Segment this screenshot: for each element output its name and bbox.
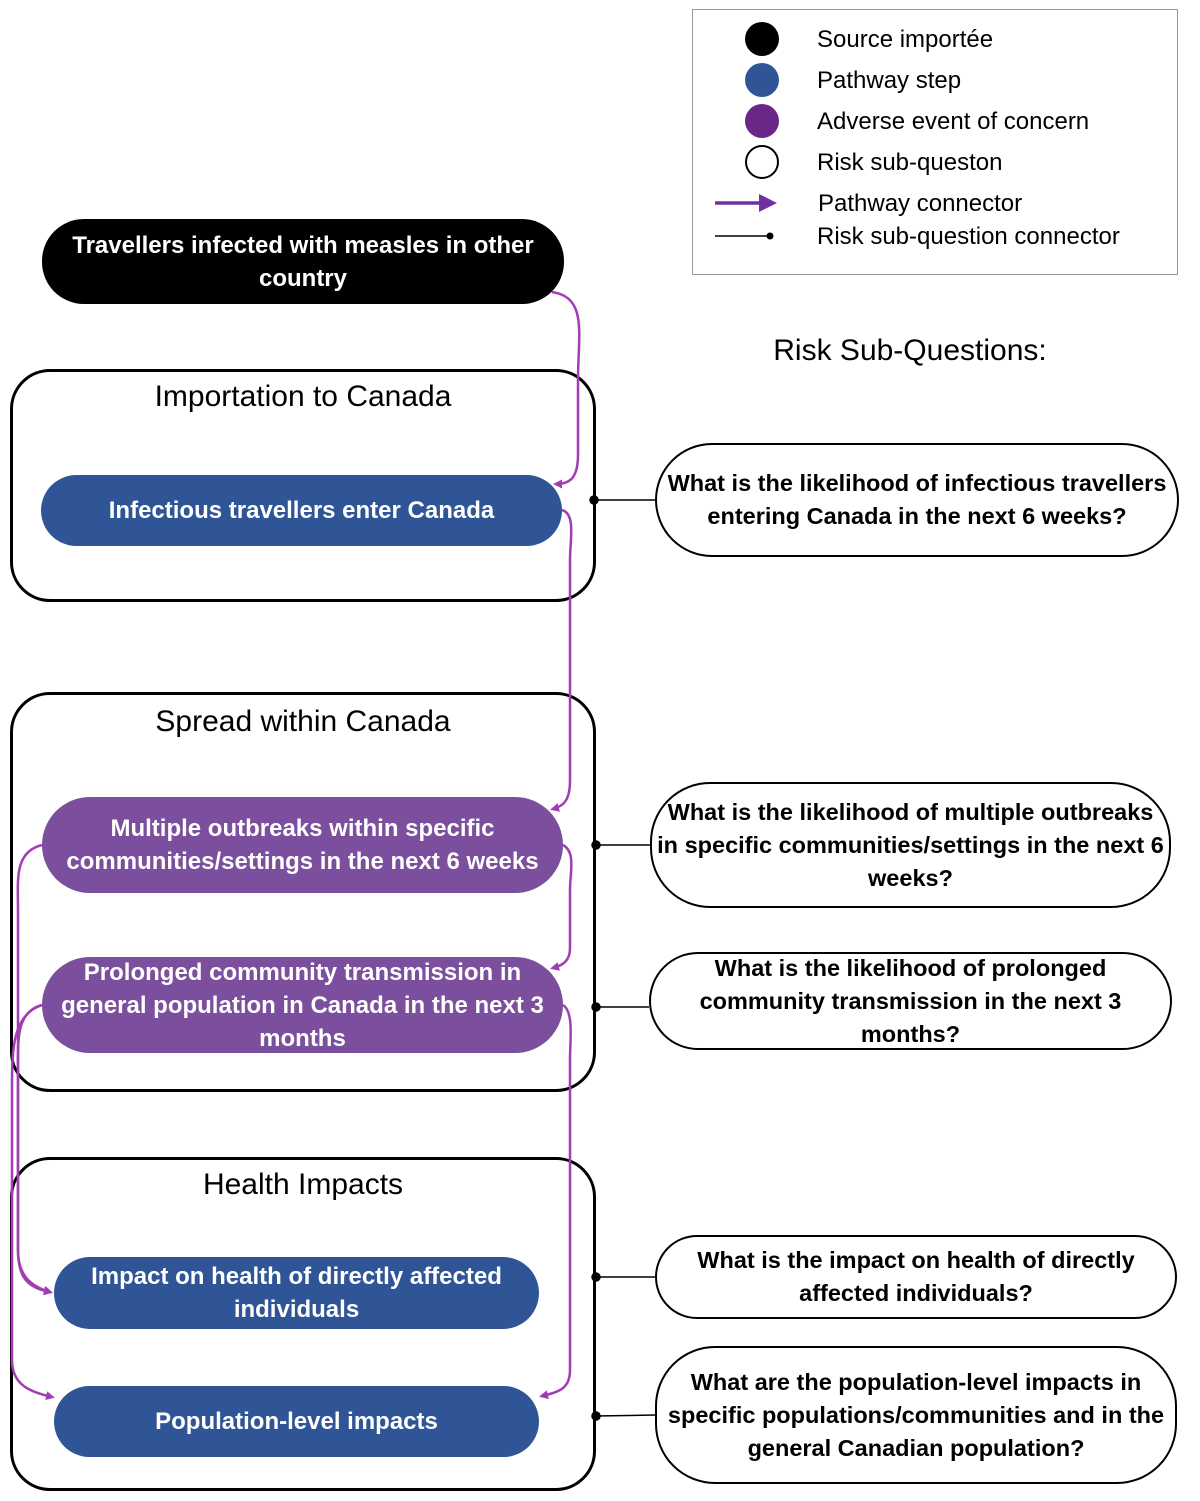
- connector-dot: [592, 1273, 600, 1281]
- legend-label: Risk sub-queston: [817, 149, 1003, 176]
- risk-sub-questions-heading: Risk Sub-Questions:: [773, 334, 1047, 367]
- legend-label: Source importée: [817, 26, 994, 53]
- question-prolonged-transmission: What is the likelihood of prolonged community transmission in the next 3 months?: [649, 952, 1172, 1050]
- pathway-connector-source-to-enter: [552, 292, 579, 484]
- sub-question-connector-5: [596, 1415, 655, 1416]
- legend-label: Adverse event of concern: [817, 108, 1090, 135]
- question-multiple-outbreaks: What is the likelihood of multiple outbreaks in specific communities/settings in the next 6 weeks?: [650, 782, 1171, 908]
- question-population-impacts: What are the population-level impacts in specific populations/communities and in the general Canadian population?: [655, 1346, 1177, 1484]
- pathway-connector-outbreaks-to-prolonged: [553, 845, 571, 968]
- group-title: Importation to Canada: [154, 380, 452, 413]
- node-multiple-outbreaks: Multiple outbreaks within specific communities/settings in the next 6 weeks: [42, 797, 563, 893]
- legend-label: Pathway step: [817, 67, 962, 94]
- node-prolonged-transmission: Prolonged community transmission in general population in Canada in the next 3 months: [42, 957, 563, 1053]
- connector-dot: [592, 1003, 600, 1011]
- node-population-impacts: Population-level impacts: [54, 1386, 539, 1457]
- node-enter-canada: Infectious travellers enter Canada: [41, 475, 562, 546]
- source-node: Travellers infected with measles in other country: [42, 219, 564, 304]
- connector-dot: [590, 496, 598, 504]
- pathway-connector-enter-to-outbreaks: [553, 510, 571, 809]
- legend-label: Risk sub-question connector: [817, 223, 1120, 250]
- pathway-connector-prolonged-to-population-right: [542, 1005, 571, 1396]
- pathway-connector-prolonged-to-individuals: [18, 1005, 50, 1292]
- group-title: Spread within Canada: [155, 705, 451, 738]
- group-title: Health Impacts: [202, 1168, 404, 1201]
- connector-dot: [592, 1412, 600, 1420]
- node-impact-individuals: Impact on health of directly affected individuals: [54, 1257, 539, 1329]
- connector-dot: [592, 841, 600, 849]
- legend-label: Pathway connector: [818, 190, 1023, 217]
- question-impact-individuals: What is the impact on health of directly affected individuals?: [655, 1235, 1177, 1319]
- pathway-connector-outbreaks-to-individuals: [18, 845, 50, 1292]
- question-entering-canada: What is the likelihood of infectious travellers entering Canada in the next 6 weeks?: [655, 443, 1179, 557]
